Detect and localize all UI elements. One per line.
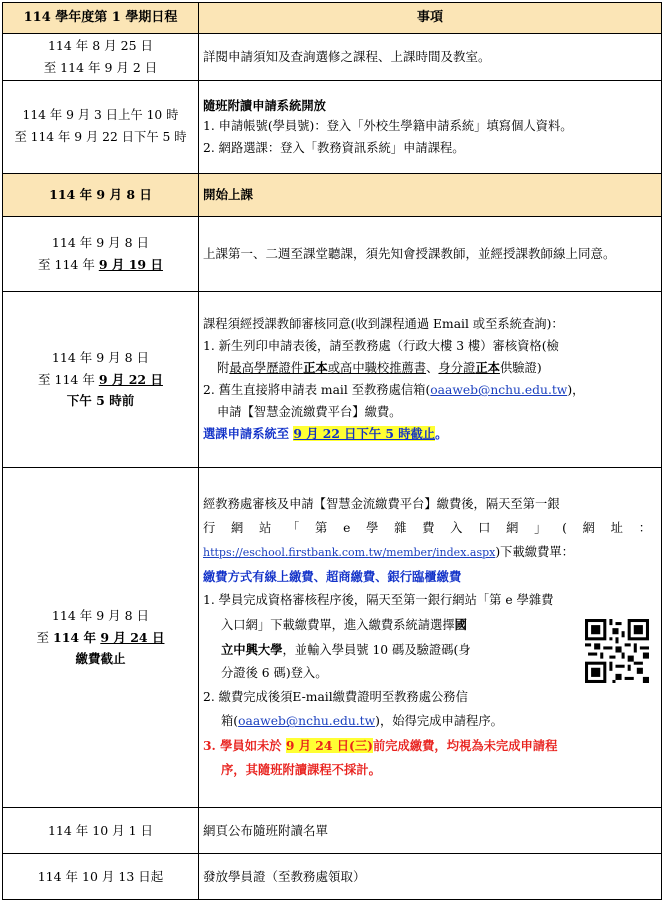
item-line: 1. 申請帳號(學員號)：登入「外校生學籍申請系統」填寫個人資料。 <box>203 119 573 134</box>
text: )， <box>567 383 585 397</box>
email-link[interactable]: oaaweb@nchu.edu.tw <box>238 714 376 729</box>
table-row <box>3 808 662 854</box>
item-line <box>203 710 657 734</box>
date-prefix: 至 114 年 <box>38 371 99 387</box>
warning-line: 序，其隨班附讀課程不採計。 <box>221 762 381 778</box>
item-line: 課程須經授課教師審核同意(收到課程通過 Email 或至系統查詢)： <box>203 317 564 332</box>
row-date <box>3 292 199 468</box>
first-bank-link[interactable]: https://eschool.firstbank.com.tw/member/index.aspx <box>203 545 496 559</box>
table-row <box>3 854 662 900</box>
item-line: 2. 網路選課：登入「教務資訊系統」申請課程。 <box>203 140 465 155</box>
row-item <box>199 81 662 174</box>
deadline-highlight: 9 月 22 日下午 5 時截止 <box>293 426 436 442</box>
date-year: 114 年 <box>53 629 101 645</box>
date-time: 下午 5 時前 <box>66 393 135 409</box>
date-prefix: 至 <box>36 629 54 645</box>
row-date <box>3 34 199 81</box>
table-row <box>3 292 662 468</box>
row-date <box>3 468 199 808</box>
row-item <box>199 292 662 468</box>
table-header <box>3 3 662 34</box>
text: 最高學歷證件 <box>229 361 304 376</box>
date-line: 114 年 9 月 3 日上午 10 時 <box>22 108 179 123</box>
table-row <box>3 174 662 217</box>
text: )下載繳費單： <box>495 544 574 559</box>
date-line: 114 年 9 月 8 日 <box>51 607 150 623</box>
item-line <box>203 357 657 380</box>
text: 2. 舊生直接將申請表 mail 至教務處信箱( <box>203 383 431 397</box>
row-item: 開始上課 <box>199 174 662 217</box>
due-date-highlight: 9 月 24 日(三) <box>285 738 373 754</box>
item-line: 2. 繳費完成後須E-mail繳費證明至教務處公務信 <box>203 690 468 705</box>
date-end: 9 月 22 日 <box>98 371 163 387</box>
item-line: 分證後 6 碼)登入。 <box>221 666 328 681</box>
date-line: 114 年 9 月 8 日 <box>51 235 150 251</box>
row-item <box>199 468 662 808</box>
item-line: 申請【智慧金流繳費平台】繳費。 <box>217 404 402 419</box>
email-link[interactable]: oaaweb@nchu.edu.tw <box>430 383 568 397</box>
item-line <box>203 541 657 565</box>
text: 正本 <box>303 360 328 376</box>
text: 前完成繳費，均視為未完成申請程 <box>372 738 558 754</box>
text: ，並輸入學員號 10 碼及驗證碼(身 <box>282 642 471 657</box>
header-date: 114 學年度第 1 學期日程 <box>3 3 199 34</box>
date-prefix: 至 114 年 <box>38 257 99 272</box>
text: 附 <box>217 361 230 376</box>
table-row <box>3 468 662 808</box>
date-line: 至 114 年 9 月 22 日下午 5 時 <box>14 130 187 144</box>
text: 國 <box>454 616 467 632</box>
system-open-title: 隨班附讀申請系統開放 <box>203 97 326 113</box>
item-line <box>203 380 657 402</box>
payment-methods: 繳費方式有線上繳費、超商繳費、銀行臨櫃繳費 <box>203 568 462 584</box>
date-line: 至 114 年 9 月 2 日 <box>43 60 158 75</box>
text: 或高中職校推薦書 <box>327 361 427 376</box>
item-line: 行網站「第e學雜費入口網」(網址： <box>203 520 657 535</box>
table-row <box>3 81 662 174</box>
row-item: 上課第一、二週至課堂聽課，須先知會授課教師，並經授課教師線上同意。 <box>199 217 662 292</box>
table-row <box>3 34 662 81</box>
text: 入口網」下載繳費單，進入繳費系統請選擇 <box>221 617 455 632</box>
item-line: 1. 學員完成資格審核程序後，隔天至第一銀行網站「第 e 學雜費 <box>203 592 554 607</box>
text: 、 <box>426 361 439 376</box>
row-date <box>3 217 199 292</box>
text: 。 <box>435 426 448 442</box>
date-time: 繳費截止 <box>75 651 126 667</box>
item-line: 1. 新生列印申請表後，請至教務處（行政大樓 3 樓）審核資格(檢 <box>203 338 559 353</box>
text: )，始得完成申請程序。 <box>375 714 503 729</box>
text: 箱( <box>221 714 239 729</box>
table-row <box>3 217 662 292</box>
row-date <box>3 81 199 174</box>
date-line: 114 年 9 月 8 日 <box>51 349 150 365</box>
date-line <box>7 627 194 649</box>
date-end: 9 月 24 日 <box>100 629 165 645</box>
row-date: 114 年 9 月 8 日 <box>3 174 199 217</box>
text: 3. 學員如未於 <box>203 738 286 754</box>
date-line <box>7 369 194 391</box>
deadline-line <box>203 423 657 445</box>
date-end: 9 月 19 日 <box>98 257 163 272</box>
row-date: 114 年 10 月 1 日 <box>3 808 199 854</box>
text: 身分證 <box>438 361 476 376</box>
item-line: 經教務處審核及申請【智慧金流繳費平台】繳費後，隔天至第一銀 <box>203 496 560 511</box>
header-item: 事項 <box>199 3 662 34</box>
date-line: 114 年 8 月 25 日 <box>47 38 154 54</box>
university-name: 立中興大學 <box>221 641 283 657</box>
schedule-table <box>2 2 662 900</box>
date-line <box>7 254 194 276</box>
qr-code-icon <box>585 619 649 683</box>
text: 正本 <box>475 360 500 376</box>
warning-line <box>203 734 657 758</box>
row-date: 114 年 10 月 13 日起 <box>3 854 199 900</box>
row-item: 網頁公布隨班附讀名單 <box>199 808 662 854</box>
row-item: 發放學員證（至教務處領取） <box>199 854 662 900</box>
text: 選課申請系統至 <box>203 426 294 442</box>
text: 供驗證) <box>499 361 542 376</box>
row-item: 詳閱申請須知及查詢選修之課程、上課時間及教室。 <box>199 34 662 81</box>
